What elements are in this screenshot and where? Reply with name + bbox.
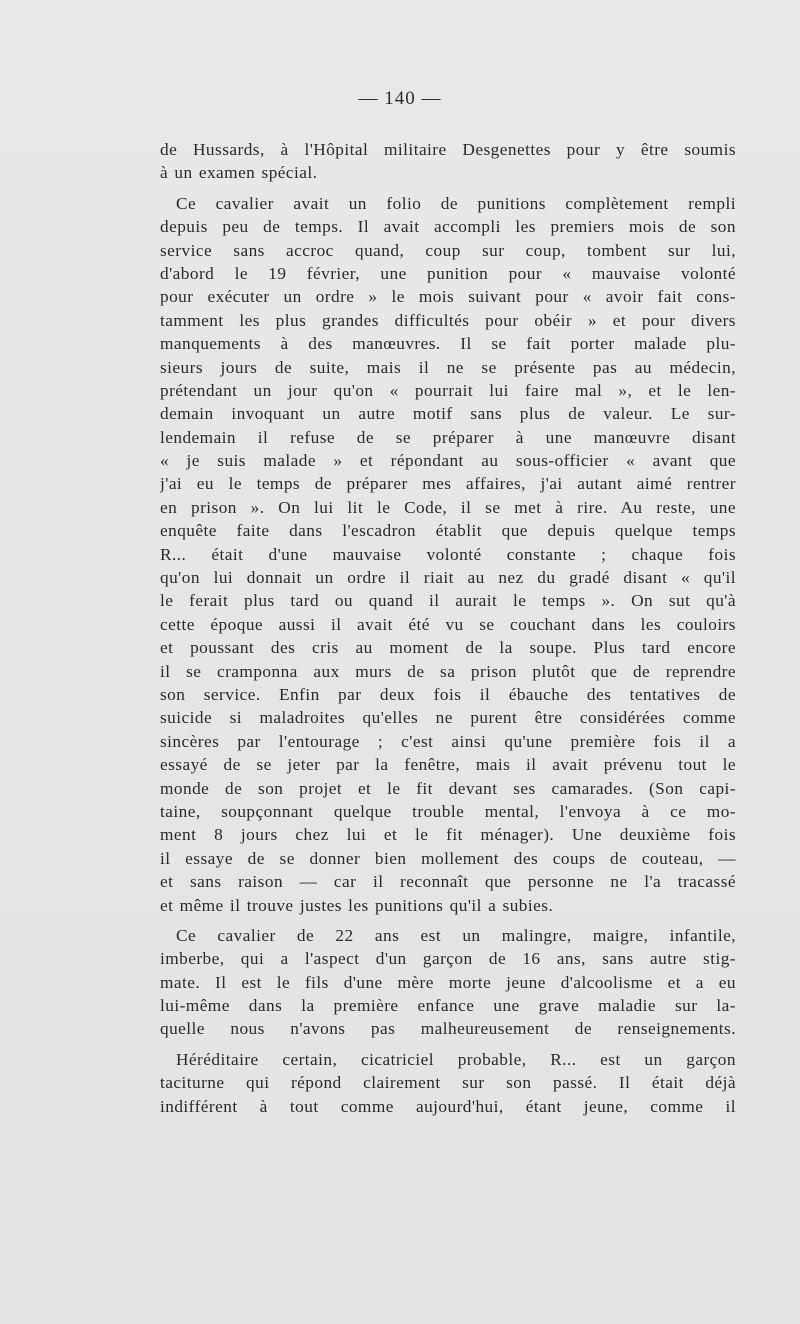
text-line: j'ai eu le temps de préparer mes affaires, j'ai autant aimé rentrer — [160, 474, 736, 494]
text-line: qu'on lui donnait un ordre il riait au nez du gradé disant « qu'il — [160, 568, 736, 588]
text-line: prétendant un jour qu'on « pourrait lui faire mal », et le len- — [160, 380, 736, 400]
text-line: « je suis malade » et répondant au sous-officier « avant que — [160, 451, 736, 471]
text-line: et poussant des cris au moment de la soupe. Plus tard encore — [160, 638, 736, 658]
text-line: depuis peu de temps. Il avait accompli les premiers mois de son — [160, 217, 736, 237]
text-line: demain invoquant un autre motif sans plus de valeur. Le sur- — [160, 404, 736, 424]
paragraph — [160, 1048, 736, 1118]
text-line: quelle nous n'avons pas malheureusement de renseignements. — [160, 1019, 736, 1039]
text-line: le ferait plus tard ou quand il aurait le temps ». On sut qu'à — [160, 591, 736, 611]
text-line: lendemain il refuse de se préparer à une manœuvre disant — [160, 427, 736, 447]
text-line: monde de son projet et le fit devant ses camarades. (Son capi- — [160, 778, 736, 798]
body-text — [160, 138, 736, 1118]
text-line: Ce cavalier de 22 ans est un malingre, maigre, infantile, — [176, 925, 736, 945]
text-line: R... était d'une mauvaise volonté constante ; chaque fois — [160, 544, 736, 564]
text-line: taciturne qui répond clairement sur son passé. Il était déjà — [160, 1073, 736, 1093]
text-line: d'abord le 19 février, une punition pour « mauvaise volonté — [160, 263, 736, 283]
text-line: enquête faite dans l'escadron établit que depuis quelque temps — [160, 521, 736, 541]
text-line: taine, soupçonnant quelque trouble mental, l'envoya à ce mo- — [160, 801, 736, 821]
text-line: ment 8 jours chez lui et le fit ménager). Une deuxième fois — [160, 825, 736, 845]
text-line: mate. Il est le fils d'une mère morte jeune d'alcoolisme et a eu — [160, 972, 736, 992]
text-line: suicide si maladroites qu'elles ne purent être considérées comme — [160, 708, 736, 728]
text-line: sincères par l'entourage ; c'est ainsi qu'une première fois il a — [160, 731, 736, 751]
text-line: lui-même dans la première enfance une grave maladie sur la- — [160, 996, 736, 1016]
text-line: sieurs jours de suite, mais il ne se présente pas au médecin, — [160, 357, 736, 377]
text-line: il se cramponna aux murs de sa prison plutôt que de reprendre — [160, 661, 736, 681]
text-line: pour exécuter un ordre » le mois suivant pour « avoir fait cons- — [160, 287, 736, 307]
text-line: imberbe, qui a l'aspect d'un garçon de 16 ans, sans autre stig- — [160, 949, 736, 969]
text-line: à un examen spécial. — [160, 163, 318, 183]
text-line: indifférent à tout comme aujourd'hui, étant jeune, comme il — [160, 1096, 736, 1116]
text-line: et sans raison — car il reconnaît que personne ne l'a tracassé — [160, 872, 736, 892]
paragraph — [160, 138, 736, 185]
text-line: de Hussards, à l'Hôpital militaire Desgenettes pour y être soumis — [160, 140, 736, 159]
text-line: il essaye de se donner bien mollement des coups de couteau, — — [160, 848, 736, 868]
text-line: essayé de se jeter par la fenêtre, mais il avait prévenu tout le — [160, 755, 736, 775]
text-line: et même il trouve justes les punitions qu'il a subies. — [160, 895, 554, 915]
paragraph — [160, 192, 736, 917]
text-line: manquements à des manœuvres. Il se fait porter malade plu- — [160, 334, 736, 354]
page-number: — 140 — — [358, 88, 442, 109]
text-line: service sans accroc quand, coup sur coup, tombent sur lui, — [160, 240, 736, 260]
text-line: son service. Enfin par deux fois il ébauche des tentatives de — [160, 684, 736, 704]
paragraph — [160, 924, 736, 1041]
text-line: cette époque aussi il avait été vu se couchant dans les couloirs — [160, 614, 736, 634]
text-line: en prison ». On lui lit le Code, il se met à rire. Au reste, une — [160, 497, 736, 517]
text-line: Ce cavalier avait un folio de punitions complètement rempli — [176, 193, 736, 213]
text-line: tamment les plus grandes difficultés pour obéir » et pour divers — [160, 310, 736, 330]
text-line: Héréditaire certain, cicatriciel probable, R... est un garçon — [176, 1049, 736, 1069]
